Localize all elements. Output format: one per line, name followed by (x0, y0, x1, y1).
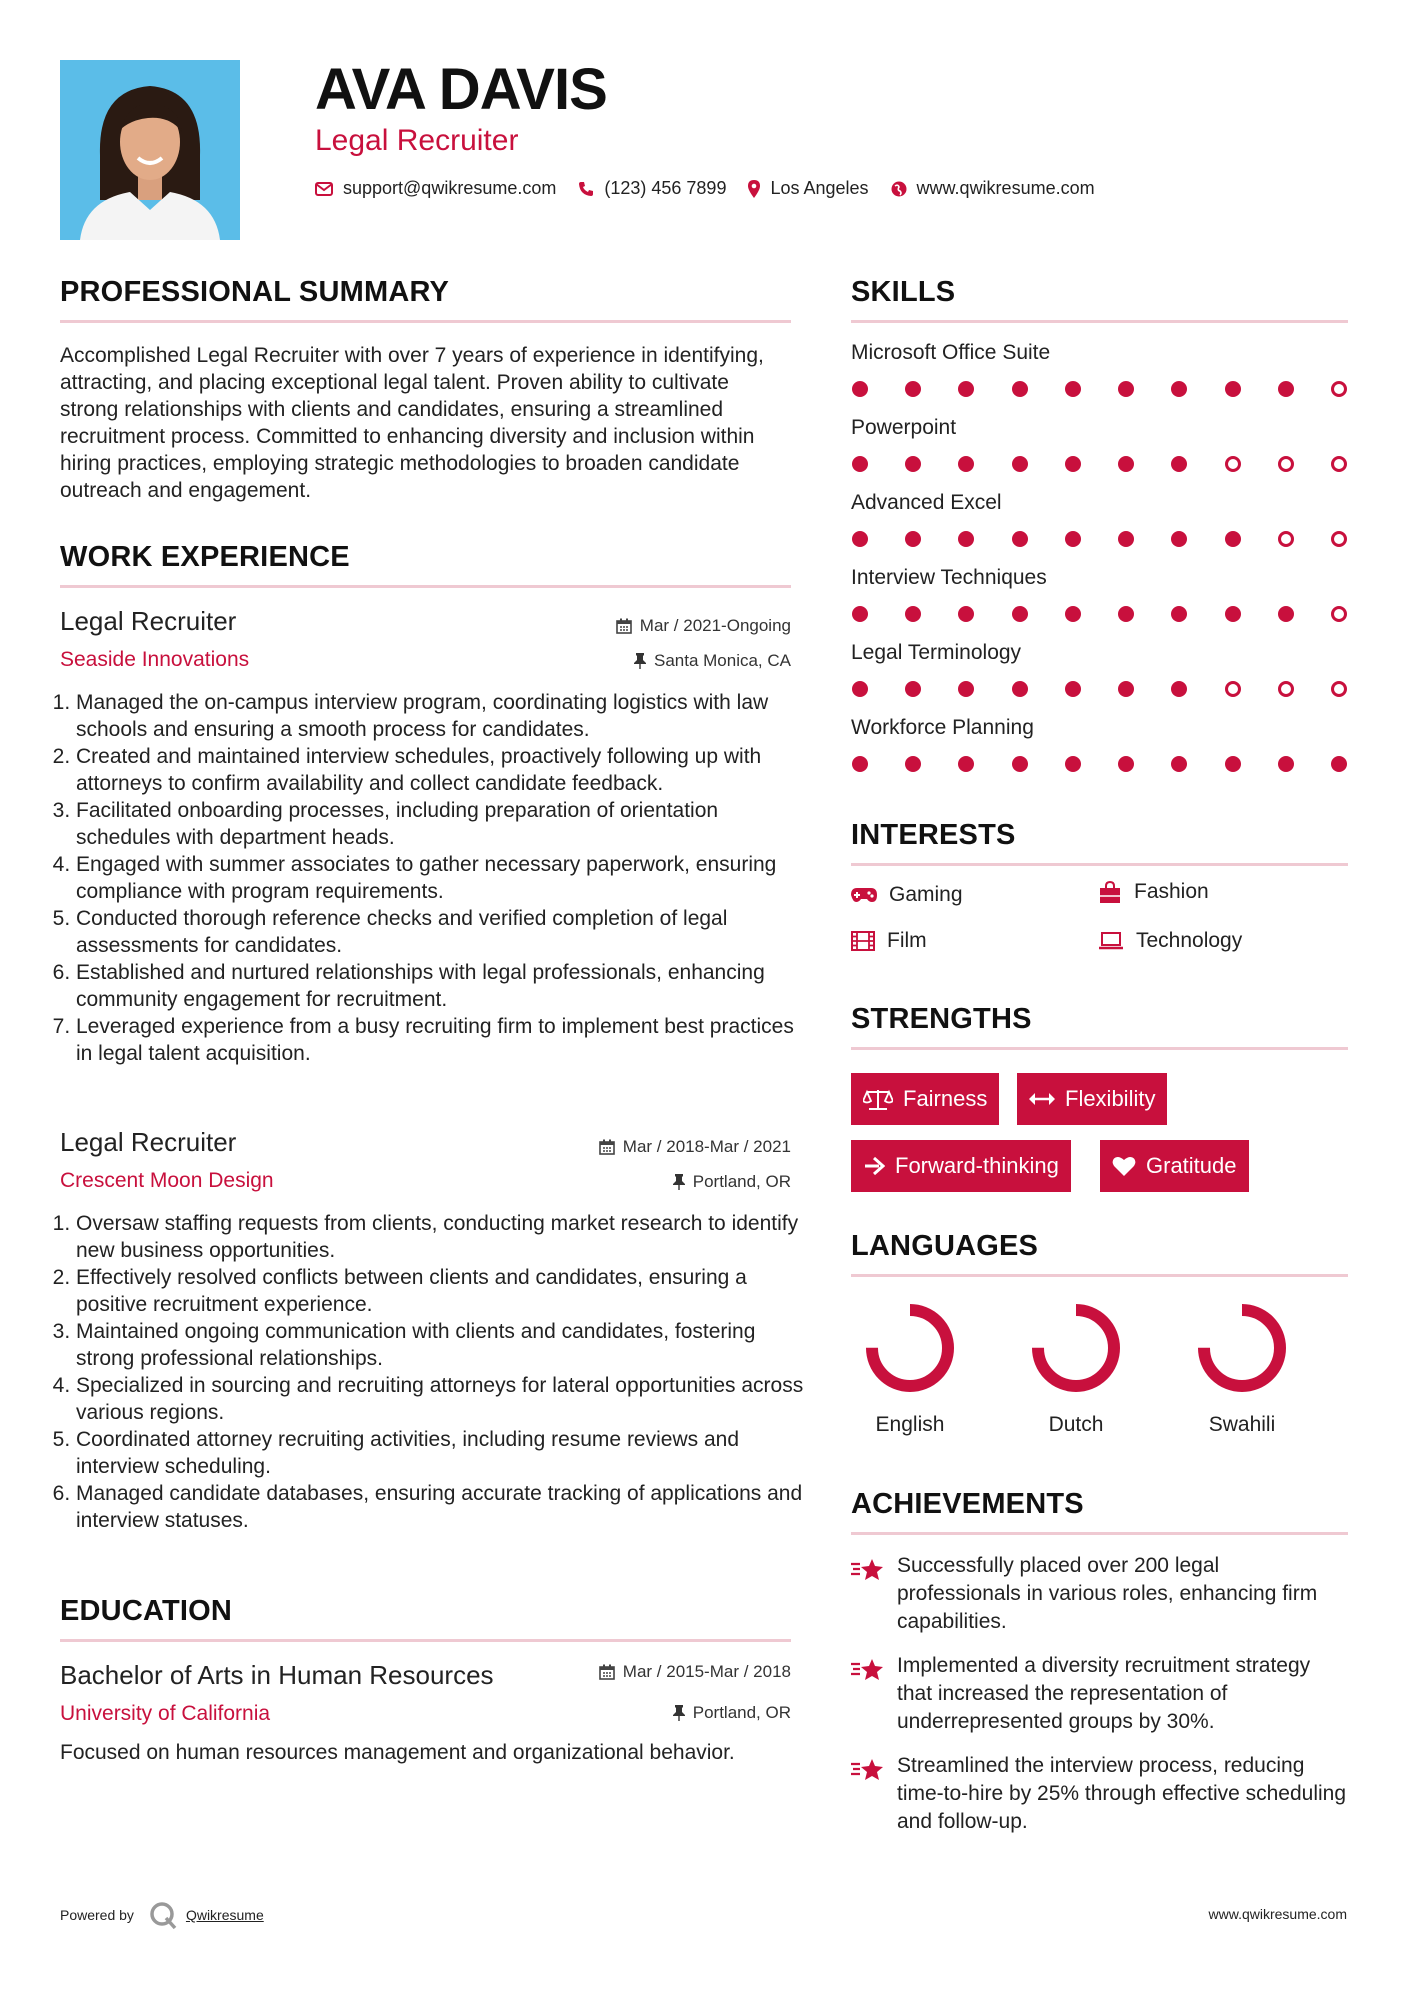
candidate-title: Legal Recruiter (315, 124, 519, 157)
rating-dot-filled (1118, 381, 1134, 397)
shooting-star-icon (851, 1556, 885, 1584)
rating-dot-filled (1171, 456, 1187, 472)
rating-dot-filled (1225, 756, 1241, 772)
strengths-heading: STRENGTHS (851, 1003, 1032, 1035)
language-item (1016, 1298, 1136, 1437)
education-location: Portland, OR (673, 1703, 791, 1723)
languages-heading: LANGUAGES (851, 1230, 1039, 1262)
strength-tag: Forward-thinking (851, 1140, 1071, 1192)
language-ring (860, 1298, 960, 1398)
section-divider (60, 585, 791, 588)
rating-dot-empty (1331, 606, 1347, 622)
rating-dot-empty (1331, 681, 1347, 697)
skill-name: Microsoft Office Suite (851, 341, 1051, 364)
list-item: 4. Engaged with summer associates to gather necessary paperwork, ensuring compliance with program requirements. (76, 851, 809, 905)
section-divider (60, 1639, 791, 1642)
job-title: Legal Recruiter (60, 606, 237, 636)
skill-name: Powerpoint (851, 416, 957, 439)
qwikresume-logo-icon (148, 1900, 178, 1930)
education-dates: Mar / 2015-Mar / 2018 (599, 1662, 791, 1682)
list-item: 3. Facilitated onboarding processes, including preparation of orientation schedules with department heads. (76, 797, 809, 851)
rating-dot-empty (1278, 456, 1294, 472)
strength-tag: Gratitude (1100, 1140, 1249, 1192)
rating-dot-empty (1278, 681, 1294, 697)
envelope-icon (315, 182, 333, 196)
rating-dot-filled (1118, 756, 1134, 772)
rating-dot-filled (1065, 381, 1081, 397)
list-item: 5. Conducted thorough reference checks and verified completion of legal assessments for candidates. (76, 905, 809, 959)
rating-dot-filled (905, 606, 921, 622)
interest-item: Gaming (851, 883, 963, 907)
rating-dot-filled (852, 681, 868, 697)
candidate-name: AVA DAVIS (315, 57, 607, 122)
skill-rating (852, 606, 1347, 622)
company-name: Seaside Innovations (60, 648, 250, 671)
rating-dot-filled (1278, 756, 1294, 772)
rating-dot-empty (1225, 456, 1241, 472)
rating-dot-filled (1012, 681, 1028, 697)
job-location: Santa Monica, CA (634, 651, 791, 671)
film-icon (851, 931, 875, 951)
rating-dot-filled (852, 606, 868, 622)
language-level-arc (1038, 1310, 1114, 1386)
skill-rating (852, 681, 1347, 697)
rating-dot-empty (1225, 681, 1241, 697)
section-divider (60, 320, 791, 323)
shooting-star-icon (851, 1756, 885, 1784)
rating-dot-filled (1278, 381, 1294, 397)
language-name: English (875, 1413, 945, 1436)
achievement-item: Successfully placed over 200 legal professionals in various roles, enhancing firm capabilities. (851, 1552, 1348, 1636)
company-name: Crescent Moon Design (60, 1169, 274, 1192)
contact-email[interactable]: support@qwikresume.com (315, 178, 556, 199)
skill-rating (852, 531, 1347, 547)
list-item: 2. Created and maintained interview schedules, proactively following up with attorneys to confirm availability and collect candidate feedback. (76, 743, 809, 797)
rating-dot-filled (1225, 531, 1241, 547)
pushpin-icon (673, 1705, 685, 1721)
achievement-item: Implemented a diversity recruitment strategy that increased the representation of underrepresented groups by 30%. (851, 1652, 1348, 1736)
interests-heading: INTERESTS (851, 819, 1016, 851)
rating-dot-empty (1331, 381, 1347, 397)
skill-name: Legal Terminology (851, 641, 1022, 664)
list-item: 1. Managed the on-campus interview program, coordinating logistics with law schools and ensuring a smooth process for candidates. (76, 689, 809, 743)
summary-text: Accomplished Legal Recruiter with over 7 years of experience in identifying, attracting, and placing exceptional legal talent. Proven ability to cultivate strong relationships with clients and candidates, ensuring a streamlined recruitment process. Committed to enhancing diversity and inclusion within hiring practices, employing strategic methodologies to broaden candidate outreach and engagement. (60, 344, 764, 502)
list-item: 5. Coordinated attorney recruiting activities, including resume reviews and interview scheduling. (76, 1426, 809, 1480)
phone-icon (578, 181, 594, 197)
rating-dot-filled (1012, 531, 1028, 547)
rating-dot-filled (1171, 606, 1187, 622)
list-item: 2. Effectively resolved conflicts between clients and candidates, ensuring a positive recruitment experience. (76, 1264, 809, 1318)
laptop-icon (1098, 932, 1124, 950)
job-title: Legal Recruiter (60, 1127, 237, 1157)
footer-credit: Powered by Qwikresume (60, 1900, 264, 1930)
language-name: Dutch (1048, 1413, 1104, 1436)
list-item: 4. Specialized in sourcing and recruiting attorneys for lateral opportunities across various regions. (76, 1372, 809, 1426)
achievements-heading: ACHIEVEMENTS (851, 1488, 1084, 1520)
degree-title: Bachelor of Arts in Human Resources (60, 1660, 494, 1690)
interest-item: Fashion (1098, 880, 1209, 904)
skill-rating (852, 456, 1347, 472)
rating-dot-filled (1065, 456, 1081, 472)
rating-dot-filled (1171, 381, 1187, 397)
language-level-arc (1204, 1310, 1280, 1386)
rating-dot-filled (1331, 756, 1347, 772)
skill-name: Interview Techniques (851, 566, 1047, 589)
rating-dot-filled (905, 681, 921, 697)
rating-dot-filled (1065, 756, 1081, 772)
rating-dot-filled (958, 381, 974, 397)
rating-dot-filled (1012, 456, 1028, 472)
rating-dot-filled (1171, 531, 1187, 547)
calendar-icon (616, 618, 632, 634)
skills-heading: SKILLS (851, 276, 956, 308)
rating-dot-filled (1012, 606, 1028, 622)
profile-photo (60, 60, 240, 240)
skill-name: Workforce Planning (851, 716, 1034, 739)
list-item: 7. Leveraged experience from a busy recruiting firm to implement best practices in legal talent acquisition. (76, 1013, 809, 1067)
language-item (1182, 1298, 1302, 1437)
rating-dot-filled (1171, 756, 1187, 772)
contact-location: Los Angeles (748, 178, 868, 199)
rating-dot-filled (1118, 531, 1134, 547)
list-item: 3. Maintained ongoing communication with clients and candidates, fostering strong professional relationships. (76, 1318, 809, 1372)
rating-dot-filled (1065, 606, 1081, 622)
language-item (850, 1298, 970, 1437)
calendar-icon (599, 1139, 615, 1155)
arrow-right-icon (863, 1156, 885, 1176)
job-dates: Mar / 2021-Ongoing (616, 616, 791, 636)
arrows-horizontal-icon (1029, 1092, 1055, 1106)
language-ring (1026, 1298, 1126, 1398)
skill-name: Advanced Excel (851, 491, 1002, 514)
rating-dot-empty (1331, 456, 1347, 472)
rating-dot-filled (1012, 381, 1028, 397)
job-duties (58, 1210, 809, 1534)
globe-icon (891, 181, 907, 197)
school-name: University of California (60, 1702, 271, 1725)
balance-scale-icon (863, 1088, 893, 1110)
list-item: 6. Established and nurtured relationships with legal professionals, enhancing community engagement for recruitment. (76, 959, 809, 1013)
job-duties (58, 689, 809, 1067)
interest-item: Film (851, 929, 927, 953)
rating-dot-empty (1331, 531, 1347, 547)
section-divider (851, 1274, 1348, 1277)
rating-dot-filled (1171, 681, 1187, 697)
rating-dot-filled (958, 606, 974, 622)
strength-tag: Fairness (851, 1073, 999, 1125)
rating-dot-filled (958, 456, 974, 472)
footer-brand-link[interactable]: Qwikresume (185, 1907, 264, 1923)
shooting-star-icon (851, 1656, 885, 1684)
rating-dot-filled (905, 756, 921, 772)
language-name: Swahili (1208, 1413, 1276, 1436)
list-item: 1. Oversaw staffing requests from clients, conducting market research to identify new business opportunities. (76, 1210, 809, 1264)
rating-dot-filled (852, 756, 868, 772)
job-location: Portland, OR (673, 1172, 791, 1192)
rating-dot-filled (905, 456, 921, 472)
rating-dot-filled (958, 756, 974, 772)
contact-bar (315, 178, 1117, 199)
rating-dot-filled (1065, 681, 1081, 697)
education-heading: EDUCATION (60, 1595, 233, 1627)
gamepad-icon (851, 887, 877, 903)
rating-dot-filled (1118, 456, 1134, 472)
rating-dot-filled (1278, 606, 1294, 622)
section-divider (851, 863, 1348, 866)
language-level-arc (872, 1310, 948, 1386)
heart-icon (1112, 1155, 1136, 1177)
contact-phone[interactable]: (123) 456 7899 (578, 178, 726, 199)
pushpin-icon (634, 653, 646, 669)
rating-dot-filled (1118, 606, 1134, 622)
rating-dot-filled (852, 456, 868, 472)
rating-dot-filled (1118, 681, 1134, 697)
section-divider (851, 1532, 1348, 1535)
contact-website[interactable]: www.qwikresume.com (891, 178, 1095, 199)
rating-dot-empty (1278, 531, 1294, 547)
summary-heading: PROFESSIONAL SUMMARY (60, 276, 450, 308)
job-dates: Mar / 2018-Mar / 2021 (599, 1137, 791, 1157)
rating-dot-filled (1065, 531, 1081, 547)
section-divider (851, 320, 1348, 323)
education-description: Focused on human resources management and organizational behavior. (60, 1741, 735, 1764)
achievement-item: Streamlined the interview process, reducing time-to-hire by 25% through effective scheduling and follow-up. (851, 1752, 1348, 1836)
footer-website[interactable]: www.qwikresume.com (1208, 1906, 1347, 1922)
skill-rating (852, 756, 1347, 772)
rating-dot-filled (852, 381, 868, 397)
pushpin-icon (673, 1174, 685, 1190)
rating-dot-filled (1012, 756, 1028, 772)
list-item: 6. Managed candidate databases, ensuring accurate tracking of applications and interview statuses. (76, 1480, 809, 1534)
interest-item: Technology (1098, 929, 1242, 953)
rating-dot-filled (1225, 606, 1241, 622)
skill-rating (852, 381, 1347, 397)
rating-dot-filled (958, 681, 974, 697)
shopping-bag-icon (1098, 881, 1122, 903)
strength-tag: Flexibility (1017, 1073, 1167, 1125)
calendar-icon (599, 1664, 615, 1680)
rating-dot-filled (852, 531, 868, 547)
rating-dot-filled (905, 531, 921, 547)
experience-heading: WORK EXPERIENCE (60, 541, 350, 573)
map-pin-icon (748, 180, 760, 198)
rating-dot-filled (958, 531, 974, 547)
language-ring (1192, 1298, 1292, 1398)
rating-dot-filled (905, 381, 921, 397)
section-divider (851, 1047, 1348, 1050)
rating-dot-filled (1225, 381, 1241, 397)
